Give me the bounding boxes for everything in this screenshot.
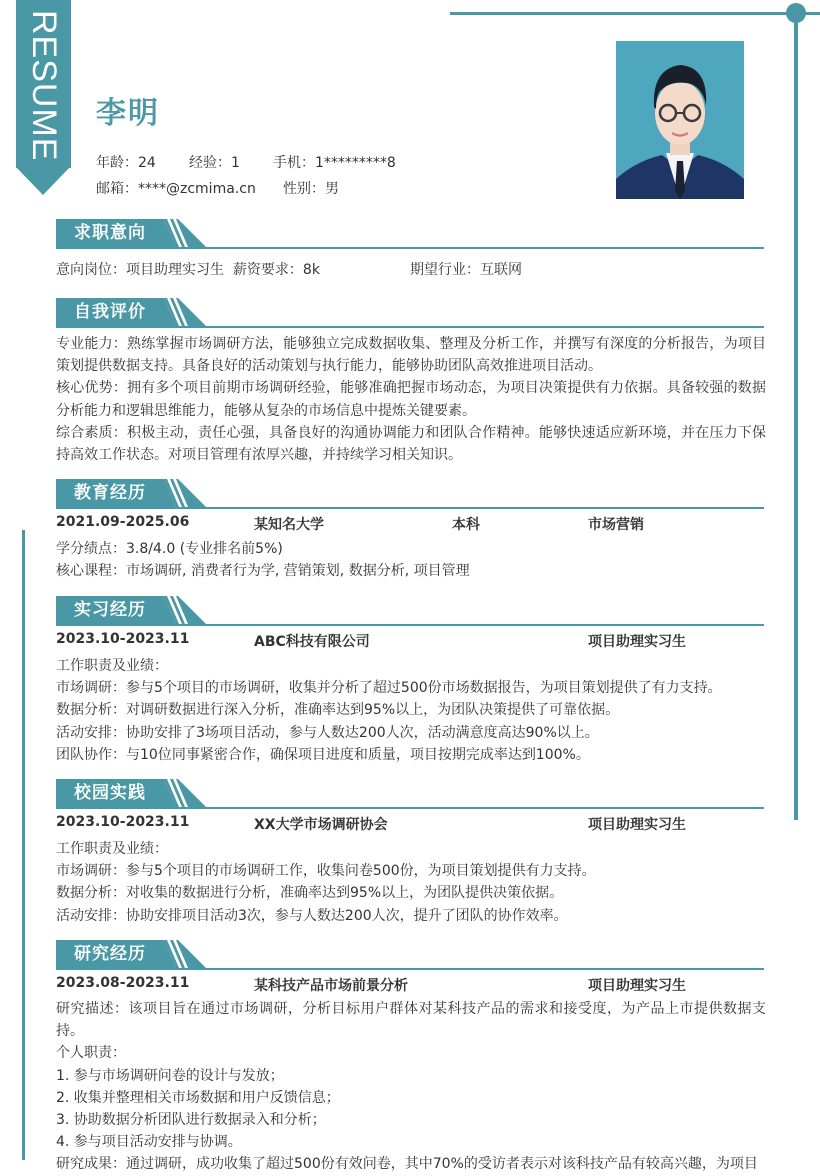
paragraph-professional: 专业能力：熟练掌握市场调研方法，能够独立完成数据收集、整理及分析工作，并撰写有深度的分析报告，为项目策划提供数据支持。具备良好的活动策划与执行能力，能够协助团队高效推进项目活动。 <box>56 336 766 375</box>
top-decor-line <box>450 12 820 15</box>
research-role: 项目助理实习生 <box>588 978 686 994</box>
section-header-internship <box>56 596 764 626</box>
candidate-name: 李明 <box>96 96 160 131</box>
courses-line: 核心课程：市场调研, 消费者行为学, 营销策划, 数据分析, 项目管理 <box>56 563 470 580</box>
paragraph-core-strength: 核心优势：拥有多个项目前期市场调研经验，能够准确把握市场动态，为项目决策提供有力依据。具备较强的数据分析能力和逻辑思维能力，能够从复杂的市场信息中提炼关键要素。 <box>56 380 766 419</box>
research-description: 研究描述：该项目旨在通过市场调研，分析目标用户群体对某科技产品的需求和接受度，为产品上市提供数据支持。 <box>56 1001 766 1040</box>
gender-field: 性别：男 <box>283 181 339 197</box>
internship-period: 2023.10-2023.11 <box>56 631 190 647</box>
section-title: 实习经历 <box>56 596 164 624</box>
section-title: 自我评价 <box>56 298 164 326</box>
detail-line: 工作职责及业绩： <box>56 658 168 674</box>
research-details <box>56 998 766 1176</box>
gpa-line: 学分绩点：3.8/4.0 (专业排名前5%) <box>56 541 283 557</box>
education-period: 2021.09-2025.06 <box>56 514 190 530</box>
ribbon-text: RESUME <box>25 10 63 162</box>
campus-period: 2023.10-2023.11 <box>56 814 190 830</box>
decor-dot <box>786 3 806 23</box>
right-decor-line <box>794 10 798 820</box>
internship-details <box>56 655 766 766</box>
degree: 本科 <box>452 517 480 533</box>
paragraph-overall: 综合素质：积极主动，责任心强，具备良好的沟通协调能力和团队合作精神。能够快速适应新环境，并在压力下保持高效工作状态。对项目管理有浓厚兴趣，并持续学习相关知识。 <box>56 424 766 464</box>
stripes-icon <box>156 779 206 807</box>
section-title: 求职意向 <box>56 219 164 247</box>
salary-expectation: 薪资要求：8k <box>232 262 320 278</box>
detail-line: 活动安排：协助安排项目活动3次，参与人数达200人次，提升了团队的协作效率。 <box>56 907 568 924</box>
job-intent-row <box>56 259 766 281</box>
experience-field: 经验：1 <box>189 155 240 171</box>
detail-line: 数据分析：对收集的数据进行分析，准确率达到95%以上，为团队提供决策依据。 <box>56 885 564 902</box>
profile-photo <box>616 41 744 199</box>
detail-line: 4. 参与项目活动安排与协调。 <box>56 1134 242 1151</box>
internship-row <box>56 631 764 653</box>
stripes-icon <box>156 219 206 247</box>
section-title: 研究经历 <box>56 940 164 968</box>
detail-line: 市场调研：参与5个项目的市场调研工作，收集问卷500份，为项目策划提供有力支持。 <box>56 863 596 880</box>
age-field: 年龄：24 <box>96 155 156 171</box>
detail-line: 3. 协助数据分析团队进行数据录入和分析； <box>56 1112 326 1129</box>
stripes-icon <box>156 940 206 968</box>
campus-row <box>56 814 764 836</box>
detail-line: 数据分析：对调研数据进行深入分析，准确率达到95%以上，为团队决策提供了可靠依据。 <box>56 702 620 719</box>
detail-line: 市场调研：参与5个项目的市场调研，收集并分析了超过500份市场数据报告，为项目策划提供了有力支持。 <box>56 680 722 697</box>
detail-line: 活动安排：协助安排了3场项目活动，参与人数达200人次，活动满意度高达90%以上。 <box>56 724 599 741</box>
campus-details <box>56 838 766 927</box>
education-details <box>56 538 766 582</box>
stripes-icon <box>156 479 206 507</box>
self-eval-body <box>56 333 766 466</box>
section-header-self-eval <box>56 298 764 328</box>
internship-role: 项目助理实习生 <box>588 634 686 650</box>
resume-ribbon <box>16 0 71 195</box>
section-header-education <box>56 479 764 509</box>
project-name: 某科技产品市场前景分析 <box>254 978 408 994</box>
email-field: 邮箱：****@zcmima.cn <box>96 181 256 197</box>
section-title: 校园实践 <box>56 779 164 807</box>
detail-line: 2. 收集并整理相关市场数据和用户反馈信息； <box>56 1089 340 1106</box>
school-name: 某知名大学 <box>254 517 324 533</box>
intended-position: 意向岗位：项目助理实习生 <box>56 262 224 278</box>
organization-name: XX大学市场调研协会 <box>254 817 388 833</box>
section-header-job-intent <box>56 219 764 249</box>
detail-line: 1. 参与市场调研问卷的设计与发放； <box>56 1067 284 1084</box>
section-header-campus <box>56 779 764 809</box>
stripes-icon <box>156 596 206 624</box>
detail-line: 个人职责： <box>56 1045 126 1062</box>
major: 市场营销 <box>588 517 644 533</box>
education-row <box>56 514 764 536</box>
phone-field: 手机：1*********8 <box>273 155 396 171</box>
research-period: 2023.08-2023.11 <box>56 975 190 991</box>
research-outcome: 研究成果：通过调研，成功收集了超过500份有效问卷，其中70%的受访者表示对该科技产品有较高兴趣，为项目 <box>56 1156 758 1173</box>
campus-role: 项目助理实习生 <box>588 817 686 833</box>
research-row <box>56 975 764 997</box>
detail-line: 工作职责及业绩： <box>56 841 168 857</box>
detail-line: 团队协作：与10位同事紧密合作，确保项目进度和质量，项目按期完成率达到100%。 <box>56 746 590 763</box>
section-header-research <box>56 940 764 970</box>
expected-industry: 期望行业：互联网 <box>410 262 522 278</box>
stripes-icon <box>156 298 206 326</box>
left-decor-line <box>22 530 25 1160</box>
company-name: ABC科技有限公司 <box>254 634 370 650</box>
section-title: 教育经历 <box>56 479 164 507</box>
